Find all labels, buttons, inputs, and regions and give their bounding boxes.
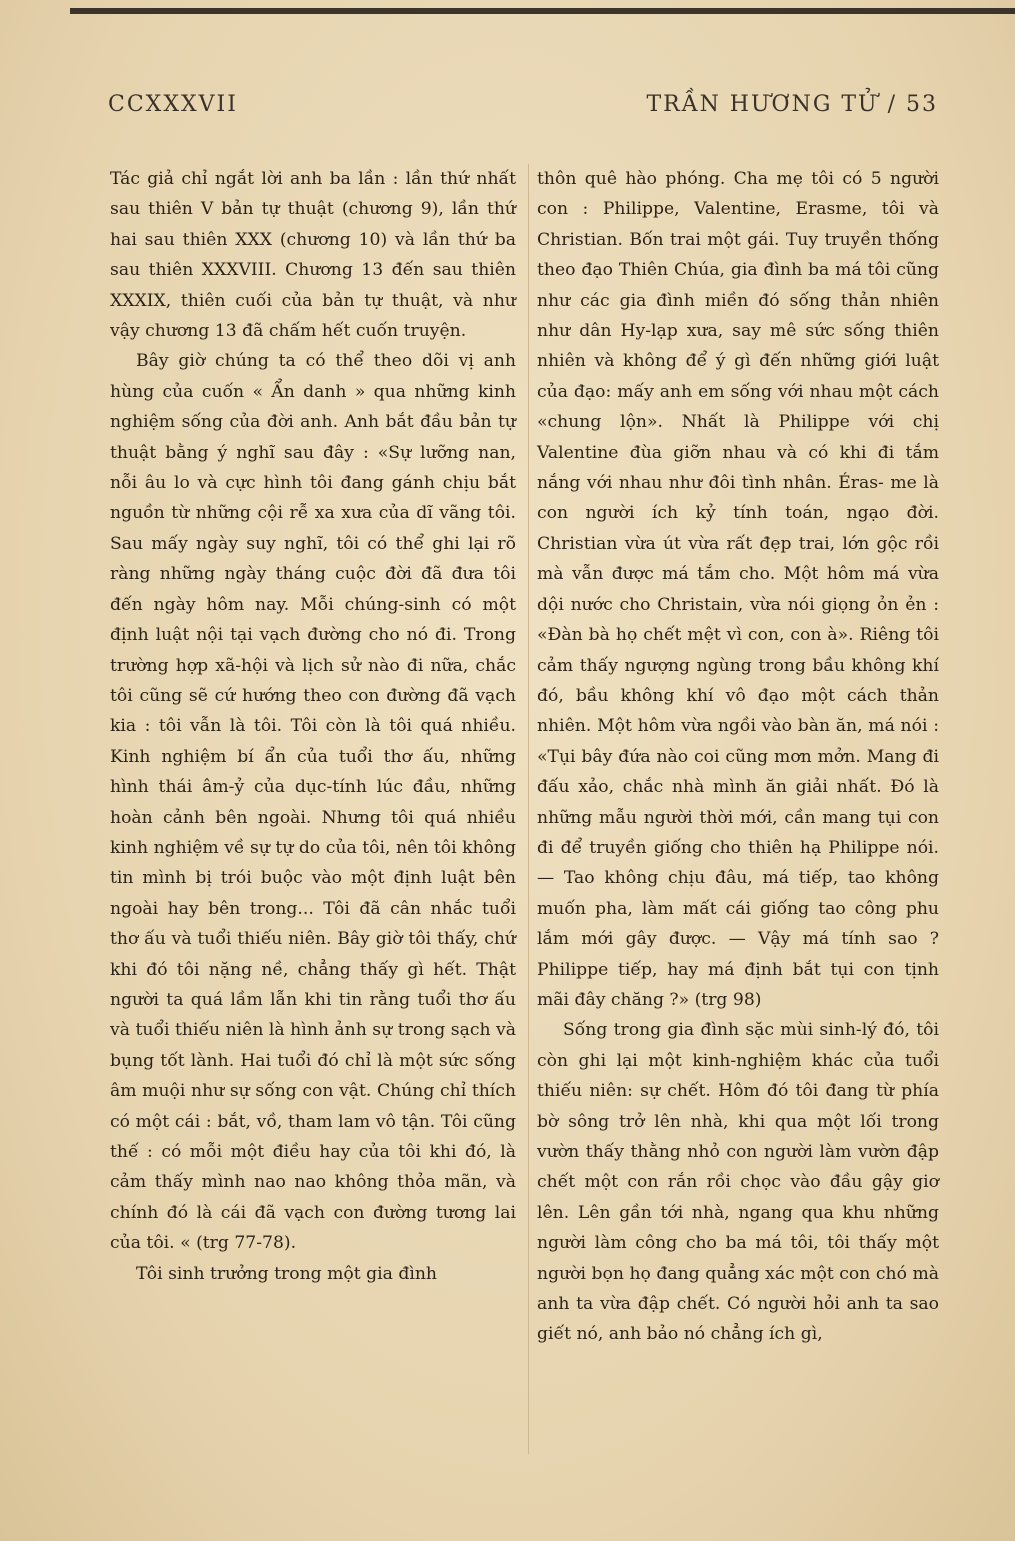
volume-number: CCXXXVII bbox=[108, 92, 238, 117]
running-title: TRẦN HƯƠNG TỬ / 53 bbox=[646, 92, 938, 117]
column-divider bbox=[528, 164, 529, 1454]
paragraph: Bây giờ chúng ta có thể theo dõi vị anh hùng của cuốn « Ẩn danh » qua những kinh nghiệm sống của đời anh. Anh bắt đầu bản tự thuật bằng ý nghĩ sau đây : «Sự lưỡng nan, nỗi âu lo và cực hình tôi đang gánh chịu bắt nguồn từ những cội rễ xa xưa của dĩ vãng tôi. Sau mấy ngày suy nghĩ, tôi có thể ghi lại rõ ràng những ngày tháng cuộc đời đã đưa tôi đến ngày hôm nay. Mỗi chúng-sinh có một định luật nội tại vạch đường cho nó đi. Trong trường hợp xã-hội và lịch sử nào đi nữa, chắc tôi cũng sẽ cứ hướng theo con đường đã vạch kia : tôi vẫn là tôi. Tôi còn là tôi quá nhiều. Kinh nghiệm bí ẩn của tuổi thơ ấu, những hình thái âm-ỷ của dục-tính lúc đầu, những hoàn cảnh bên ngoài. Nhưng tôi quá nhiều kinh nghiệm về sự tự do của tôi, nên tôi không tin mình bị trói buộc vào một định luật bên ngoài hay bên trong... Tôi đã cân nhắc tuổi thơ ấu và tuổi thiếu niên. Bây giờ tôi thấy, chứ khi đó tôi nặng nề, chẳng thấy gì hết. Thật người ta quá lầm lẫn khi tin rằng tuổi thơ ấu và tuổi thiếu niên là hình ảnh sự trong sạch và bụng tốt lành. Hai tuổi đó chỉ là một sức sống âm muội như sự sống con vật. Chúng chỉ thích có một cái : bắt, vồ, tham lam vô tận. Tôi cũng thế : có mỗi một điều hay của tôi khi đó, là cảm thấy mình nao nao không thỏa mãn, và chính đó là cái đã vạch con đường tương lai của tôi. « (trg 77-78). bbox=[110, 351, 516, 1254]
top-rule bbox=[70, 8, 1015, 14]
page-header bbox=[108, 92, 938, 132]
paragraph: Tôi sinh trưởng trong một gia đình bbox=[136, 1263, 437, 1284]
paragraph: thôn quê hào phóng. Cha mẹ tôi có 5 người con : Philippe, Valentine, Erasme, tôi và Christian. Bốn trai một gái. Tuy truyền thống theo đạo Thiên Chúa, gia đình ba má tôi cũng như các gia đình miền đó sống thản nhiên như dân Hy-lạp xưa, say mê sức sống thiên nhiên và không để ý gì đến những giới luật của đạo: mấy anh em sống với nhau một cách «chung lộn». Nhất là Philippe với chị Valentine đùa giỡn nhau và có khi đi tắm nắng với nhau như đôi tình nhân. Éras- me là con người ích kỷ tính toán, ngạo đời. Christian vừa út vừa rất đẹp trai, lớn gộc rồi mà vẫn được má tắm cho. Một hôm má vừa dội nước cho Christain, vừa nói giọng ỏn ẻn : «Đàn bà họ chết mệt vì con, con à». Riêng tôi cảm thấy ngượng ngùng trong bầu không khí đó, bầu không khí vô đạo một cách thản nhiên. Một hôm vừa ngồi vào bàn ăn, má nói : «Tụi bây đứa nào coi cũng mơn mởn. Mang đi đấu xảo, chắc nhà mình ăn giải nhất. Đó là những mẫu người thời mới, cần mang tụi con đi để truyền giống cho thiên hạ Philippe nói. — Tao không chịu đâu, má tiếp, tao không muốn pha, làm mất cái giống tao công phu lắm mới gây được. — Vậy má tính sao ? Philippe tiếp, hay má định bắt tụi con tịnh mãi đây chăng ?» (trg 98) bbox=[537, 169, 939, 1010]
left-column bbox=[110, 164, 516, 1289]
right-column bbox=[537, 164, 939, 1350]
paragraph: Tác giả chỉ ngắt lời anh ba lần : lần thứ nhất sau thiên V bản tự thuật (chương 9), lần thứ hai sau thiên XXX (chương 10) và lần thứ ba sau thiên XXXVIII. Chương 13 đến sau thiên XXXIX, thiên cuối của bản tự thuật, và như vậy chương 13 đã chấm hết cuốn truyện. bbox=[110, 169, 516, 342]
paragraph: Sống trong gia đình sặc mùi sinh-lý đó, tôi còn ghi lại một kinh-nghiệm khác của tuổi thiếu niên: sự chết. Hôm đó tôi đang từ phía bờ sông trở lên nhà, khi qua một lối trong vườn thấy thằng nhỏ con người làm vườn đập chết một con rắn rồi chọc vào đầu gậy giơ lên. Lên gần tới nhà, ngang qua khu những người làm công cho ba má tôi, tôi thấy một người bọn họ đang quẳng xác một con chó mà anh ta vừa đập chết. Có người hỏi anh ta sao giết nó, anh bảo nó chẳng ích gì, bbox=[537, 1020, 939, 1345]
